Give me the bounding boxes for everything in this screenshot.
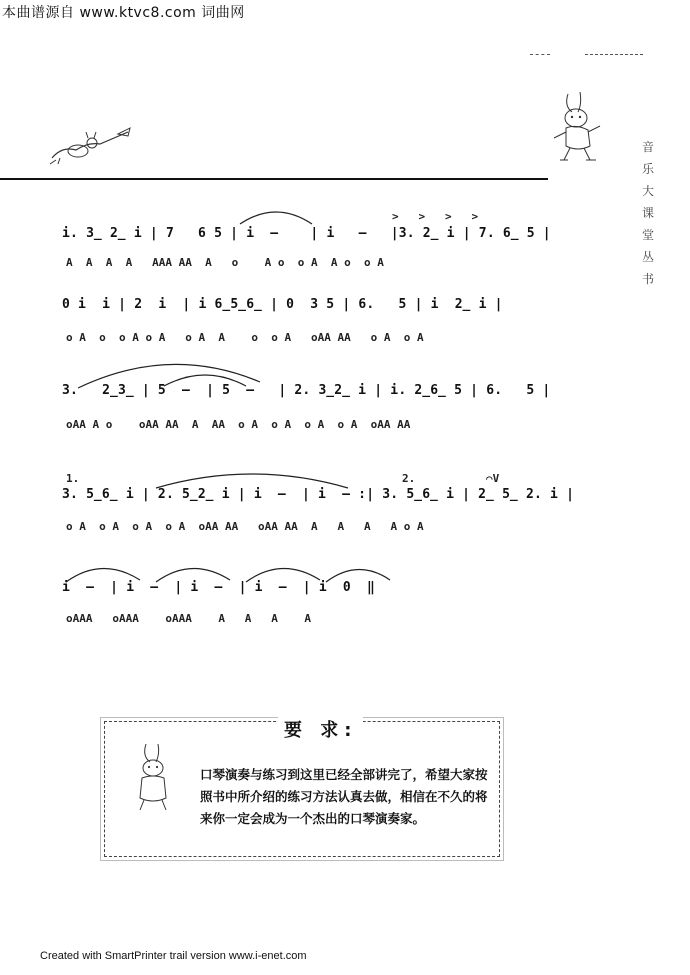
- system1-accent-marks: > > > >: [392, 210, 479, 223]
- series-char: 书: [641, 272, 654, 286]
- series-char: 堂: [641, 228, 654, 242]
- box-rabbit-illustration: [130, 742, 180, 812]
- system4-fermata: ⌒V: [486, 472, 500, 485]
- series-char: 丛: [641, 250, 654, 264]
- system2-notes: 0 i i | 2 i | i 6̲5̲6̲ | 0 3 5 | 6. 5 | i 2̲ i |: [62, 297, 503, 312]
- system1-breath-marks: A A A A AAA AA A o A o o A A o o A: [66, 256, 384, 269]
- series-char: 乐: [641, 162, 654, 176]
- series-vertical-label: [641, 136, 655, 290]
- header-divider-rule: [0, 178, 548, 180]
- system3-notes: 3. 2̲3̲ | 5 – | 5 – | 2. 3̲2̲ i | i. 2̲6̲ 5 | 6. 5 |: [62, 383, 551, 398]
- system4-notes: 3. 5̲6̲ i | 2. 5̲2̲ i | i – | i – :| 3. 5̲6̲ i | 2̲ 5̲ 2. i |: [62, 487, 575, 502]
- system2-breath-marks: o A o o A o A o A A o o A oAA AA o A o A: [66, 331, 424, 344]
- system4-volta1-label: 1.: [66, 472, 80, 485]
- flying-character-illustration: [48, 124, 134, 166]
- series-char: 课: [641, 206, 654, 220]
- series-char: 音: [641, 140, 654, 154]
- system5-notes: i – | i – | i – | i – | i 0 ‖: [62, 580, 376, 595]
- header-source-text: 本曲谱源自 www.ktvc8.com 词曲网: [2, 5, 245, 21]
- requirement-body: 口琴演奏与练习到这里已经全部讲完了，希望大家按照书中所介绍的练习方法认真去做，相信在不久的将来你一定会成为一个杰出的口琴演奏家。: [200, 767, 488, 826]
- system5-breath-marks: oAAA oAAA oAAA A A A A: [66, 612, 312, 625]
- system4-volta2-label: 2.: [402, 472, 416, 485]
- series-char: 大: [641, 184, 654, 198]
- top-dash-long: [585, 54, 643, 55]
- requirement-title: 要 求:: [278, 716, 363, 742]
- system3-breath-marks: oAA A o oAA AA A AA o A o A o A o A oAA AA: [66, 418, 411, 431]
- system1-slur: [236, 204, 316, 226]
- system4-breath-marks: o A o A o A o A oAA AA oAA AA A A A A o A: [66, 520, 424, 533]
- rabbit-illustration: [546, 90, 608, 164]
- footer-watermark: Created with SmartPrinter trail version www.i-enet.com: [40, 950, 307, 962]
- top-dash-short: [530, 54, 550, 55]
- system1-notes: i. 3̲ 2̲ i | 7 6 5 | i – | i – |3. 2̲ i | 7. 6̲ 5 |: [62, 226, 551, 241]
